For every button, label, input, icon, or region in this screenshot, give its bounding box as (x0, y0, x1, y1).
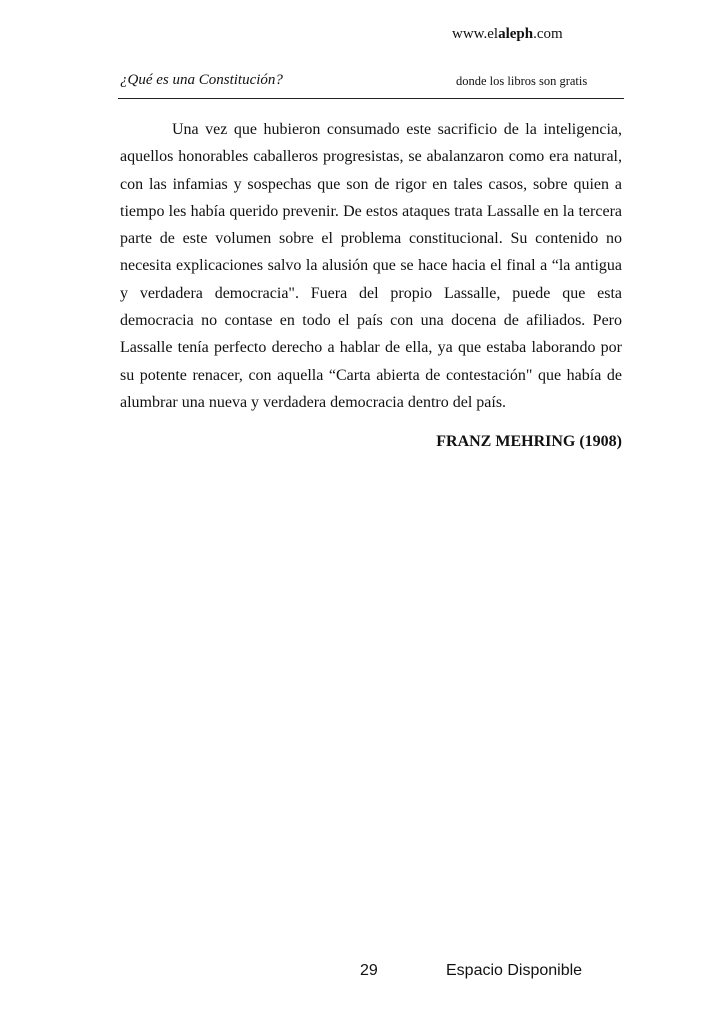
body-paragraph: Una vez que hubieron consumado este sacrificio de la inteligencia, aquellos honorables caballeros progresistas, se abalanzaron como era natural, con las infamias y sospechas que son de rigor en tales casos, sobre quien a tiempo les había querido prevenir. De estos ataques trata Lassalle en la tercera parte de este volumen sobre el problema constitucional. Su contenido no necesita explicaciones salvo la alusión que se hace hacia el final a “la antigua y verdadera democracia". Fuera del propio Lassalle, puede que esta democracia no contase en todo el país con una docena de afiliados. Pero Lassalle tenía perfecto derecho a hablar de ella, ya que estaba laborando por su potente renacer, con aquella “Carta abierta de contestación" que había de alumbrar una nueva y verdadera democracia dentro del país. (120, 121, 622, 411)
site-url-brand: aleph (498, 26, 534, 42)
site-url-suffix: .com (533, 26, 563, 42)
footer-ad-text: Espacio Disponible (446, 962, 583, 979)
page-number: 29 (360, 962, 378, 979)
author-signature: FRANZ MEHRING (1908) (436, 433, 622, 450)
site-url (452, 26, 563, 43)
site-url-prefix: www.el (452, 26, 499, 42)
book-title: ¿Qué es una Constitución? (120, 72, 283, 88)
site-tagline: donde los libros son gratis (456, 74, 588, 88)
header-divider (118, 98, 624, 99)
